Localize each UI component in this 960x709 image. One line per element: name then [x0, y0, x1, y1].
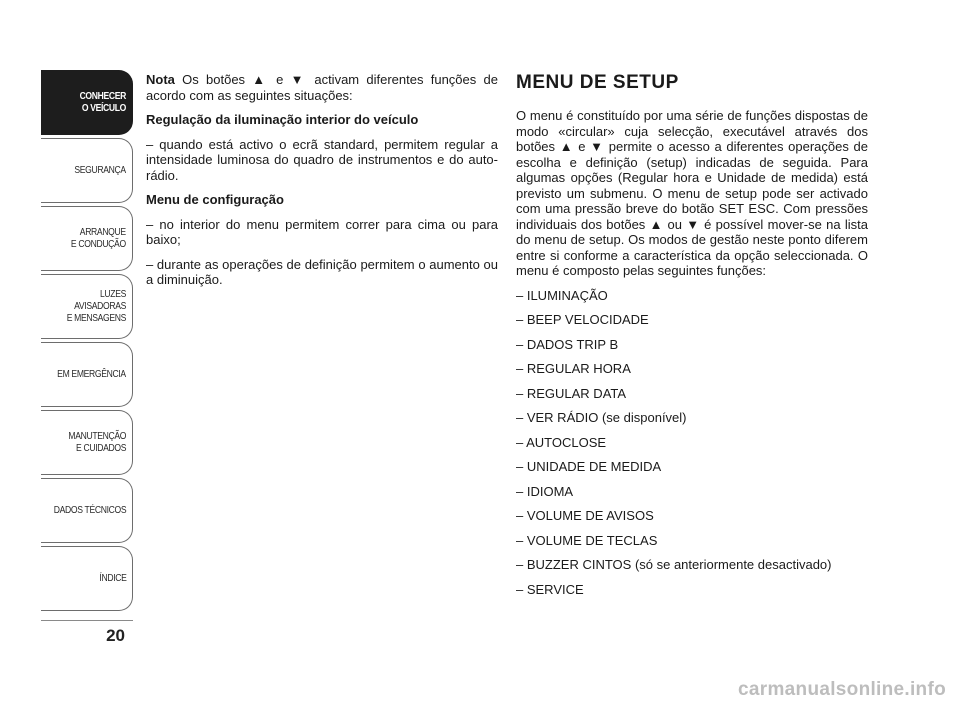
- list-item: – VER RÁDIO (se disponível): [516, 410, 687, 425]
- tab-label: ARRANQUE E CONDUÇÃO: [71, 226, 126, 250]
- section-text-interior-lighting: – quando está activo o ecrã standard, permitem regular a intensidade luminosa do quadro de instrumentos e do auto-rádio.: [146, 136, 498, 183]
- section-text-config-menu-2: – durante as operações de definição permitem o aumento ou a diminuição.: [146, 256, 498, 287]
- tab-label: MANUTENÇÃO E CUIDADOS: [68, 430, 126, 454]
- tab-label: LUZES AVISADORAS E MENSAGENS: [66, 288, 126, 324]
- right-column: [516, 72, 868, 606]
- list-item: – DADOS TRIP B: [516, 336, 619, 352]
- list-item: – BEEP VELOCIDADE: [516, 312, 649, 327]
- list-item: – VOLUME DE TECLAS: [516, 532, 658, 548]
- tab-luzes-avisadoras[interactable]: [41, 274, 133, 339]
- tab-label: ÍNDICE: [98, 572, 126, 584]
- tab-em-emergencia[interactable]: [41, 342, 133, 407]
- tab-arranque-e-conducao[interactable]: [41, 206, 133, 271]
- intro-paragraph: O menu é constituído por uma série de funções dispostas de modo «circular» cuja selecção, executável através dos botões ▲ e ▼ permite o acesso a diferentes operações de escolha e definição (setup) indicadas de seguida. Para algumas opções (Regular hora e Unidade de medida) está previsto um submenu. O menu de setup pode ser activado com uma pressão breve do botão SET ESC. Com pressões individuais dos botões ▲ ou ▼ é possível mover-se na lista do menu de setup. Os modos de gestão neste ponto diferem entre si conforme a característica da opção seleccionada. O menu é composto pelas seguintes funções:: [516, 108, 868, 278]
- list-item: – BUZZER CINTOS (só se anteriormente desactivado): [516, 557, 832, 572]
- tab-label: CONHECER O VEÍCULO: [79, 90, 126, 114]
- list-item: – VOLUME DE AVISOS: [516, 508, 654, 523]
- watermark: carmanualsonline.info: [738, 679, 946, 700]
- list-item: – UNIDADE DE MEDIDA: [516, 459, 662, 474]
- list-item: – ILUMINAÇÃO: [516, 287, 608, 303]
- section-title-interior-lighting: Regulação da iluminação interior do veículo: [146, 112, 419, 127]
- tab-seguranca[interactable]: [41, 138, 133, 203]
- sidebar-divider: [41, 620, 133, 621]
- tab-indice[interactable]: [41, 546, 133, 611]
- tab-label: SEGURANÇA: [74, 164, 126, 176]
- list-item: – IDIOMA: [516, 483, 574, 499]
- page-number: 20: [106, 626, 125, 645]
- tab-conhecer-o-veiculo[interactable]: [41, 70, 133, 135]
- page-heading: MENU DE SETUP: [516, 72, 679, 93]
- left-column: [146, 72, 498, 297]
- note-paragraph: [146, 72, 498, 103]
- tab-manutencao-e-cuidados[interactable]: [41, 410, 133, 475]
- section-text-config-menu-1: – no interior do menu permitem correr para cima ou para baixo;: [146, 216, 498, 247]
- tab-label: EM EMERGÊNCIA: [57, 368, 126, 380]
- list-item: – REGULAR HORA: [516, 361, 631, 376]
- setup-function-list: [516, 288, 868, 598]
- section-title-config-menu: Menu de configuração: [146, 192, 284, 207]
- tab-dados-tecnicos[interactable]: [41, 478, 133, 543]
- tab-label: DADOS TÉCNICOS: [53, 504, 126, 516]
- note-text: Os botões ▲ e ▼ activam diferentes funções de acordo com as seguintes situações:: [146, 72, 498, 103]
- list-item: – REGULAR DATA: [516, 385, 627, 401]
- list-item: – SERVICE: [516, 581, 584, 597]
- note-label: Nota: [146, 72, 175, 87]
- list-item: – AUTOCLOSE: [516, 434, 607, 450]
